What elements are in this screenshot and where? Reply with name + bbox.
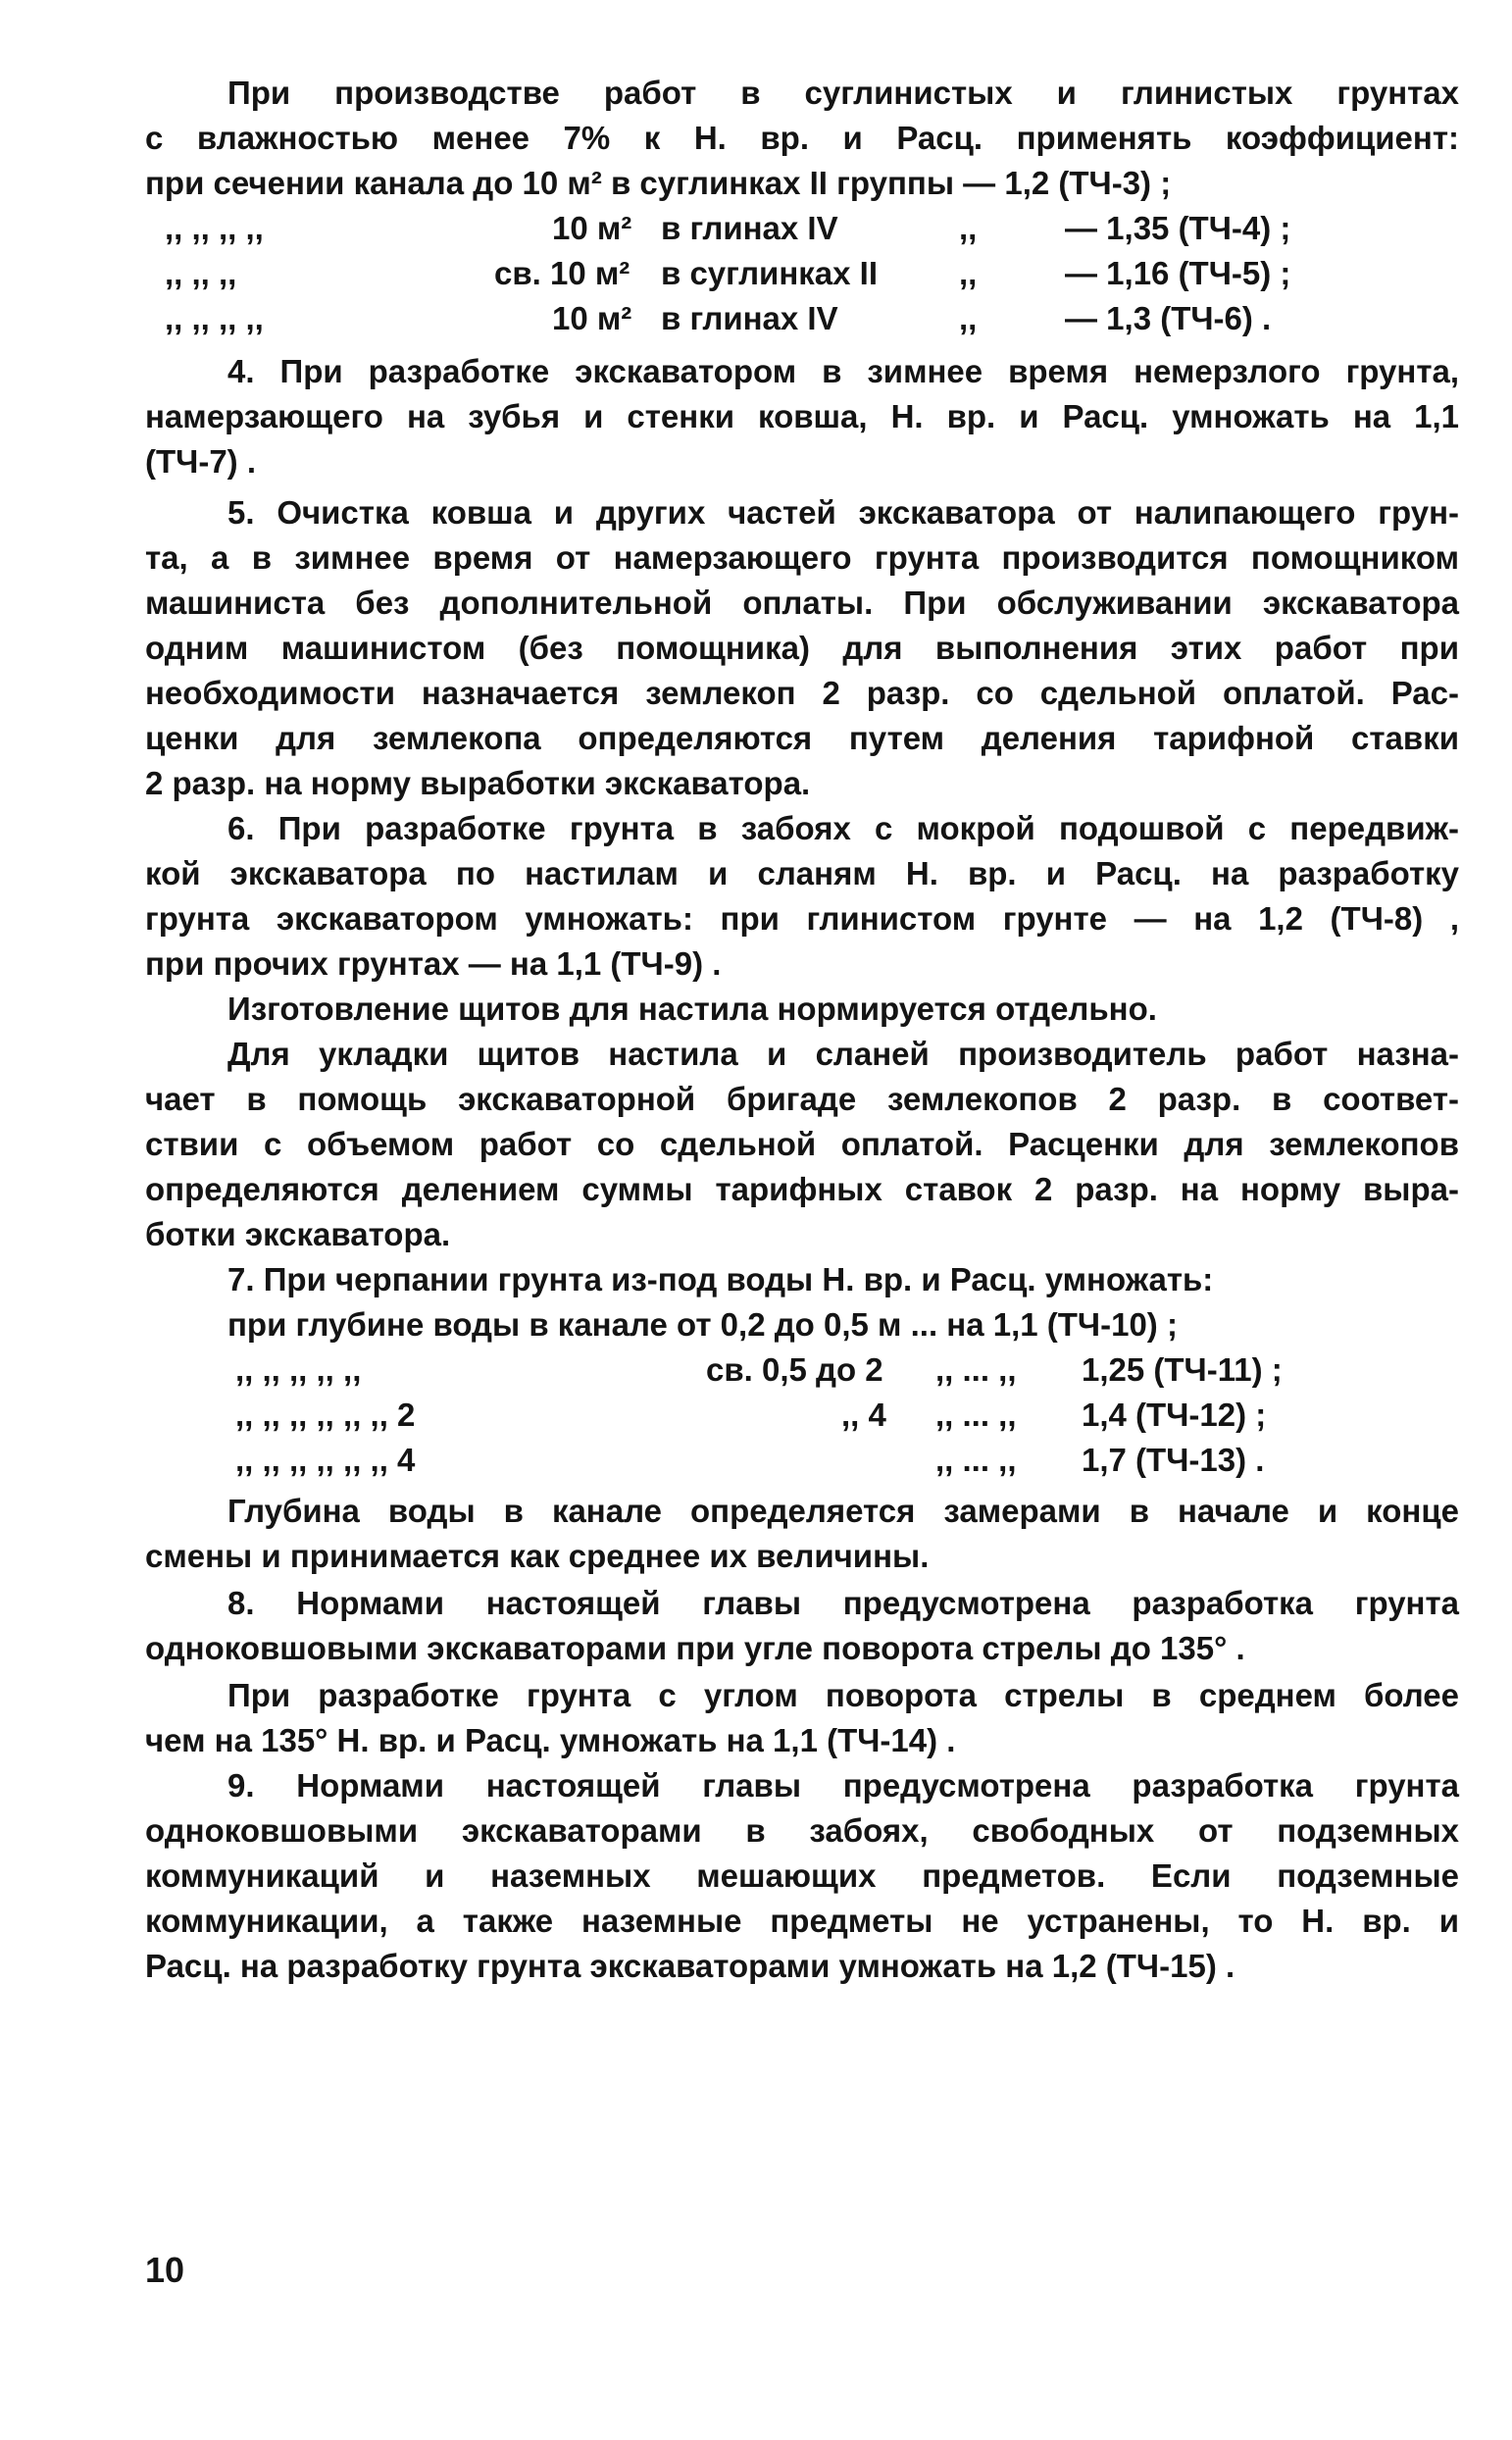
- ditto-marks: ,, ... ,,: [935, 1351, 1017, 1388]
- ditto-marks: ,, ,, ,, ,, ,, ,, 4: [235, 1442, 416, 1478]
- soil-type: в глинах IV: [661, 210, 838, 246]
- text-line: 9. Нормами настоящей главы предусмотрена разработка грунта: [227, 1767, 1459, 1804]
- text-line: 5. Очистка ковша и других частей экскаватора от налипающего грун-: [227, 494, 1459, 531]
- ditto-marks: ,,: [959, 255, 978, 291]
- text-line: коммуникаций и наземных мешающих предметов. Если подземные: [145, 1857, 1459, 1894]
- text-line: необходимости назначается землекоп 2 разр. со сдельной оплатой. Рас-: [145, 675, 1459, 711]
- text-line: с влажностью менее 7% к Н. вр. и Расц. применять коэффициент:: [145, 120, 1459, 156]
- coefficient-value: — 1,3 (ТЧ-6) .: [1065, 300, 1272, 336]
- text-line: кой экскаватора по настилам и сланям Н. вр. и Расц. на разработку: [145, 855, 1459, 891]
- text-line: ствии с объемом работ со сдельной оплатой. Расценки для землекопов: [145, 1126, 1459, 1162]
- coefficient-table-1: [145, 206, 1459, 343]
- text-line: Для укладки щитов настила и сланей производитель работ назна-: [227, 1036, 1459, 1072]
- text-line: ботки экскаватора.: [145, 1216, 451, 1252]
- depth-range: ,, 4: [841, 1397, 886, 1433]
- coefficient-value: — 1,16 (ТЧ-5) ;: [1065, 255, 1291, 291]
- coefficient-value: 1,4 (ТЧ-12) ;: [1082, 1397, 1267, 1433]
- section-size: св. 10 м²: [494, 255, 630, 291]
- text-line: Изготовление щитов для настила нормируется отдельно.: [227, 991, 1157, 1027]
- page-number: 10: [145, 2250, 185, 2290]
- ditto-marks: ,, ,, ,, ,,: [165, 210, 264, 246]
- text-line: чает в помощь экскаваторной бригаде землекопов 2 разр. в соответ-: [145, 1081, 1459, 1117]
- coefficient-value: 1,7 (ТЧ-13) .: [1082, 1442, 1265, 1478]
- text-line: чем на 135° Н. вр. и Расц. умножать на 1,1 (ТЧ-14) .: [145, 1722, 956, 1758]
- ditto-marks: ,, ... ,,: [935, 1397, 1017, 1433]
- text-line: 7. При черпании грунта из-под воды Н. вр. и Расц. умножать:: [227, 1261, 1214, 1297]
- paragraph-7: [145, 1257, 1459, 1347]
- paragraph-7-note: [145, 1489, 1459, 1579]
- ditto-marks: ,, ... ,,: [935, 1442, 1017, 1478]
- text-line: одним машинистом (без помощника) для выполнения этих работ при: [145, 630, 1459, 666]
- text-line: при сечении канала до 10 м² в суглинках II группы — 1,2 (ТЧ-3) ;: [145, 165, 1172, 201]
- text-line: ценки для землекопа определяются путем деления тарифной ставки: [145, 720, 1459, 756]
- text-line: Расц. на разработку грунта экскаваторами умножать на 1,2 (ТЧ-15) .: [145, 1948, 1235, 1984]
- section-size: 10 м²: [552, 210, 632, 246]
- soil-type: в суглинках II: [661, 255, 878, 291]
- paragraph-4: [145, 349, 1459, 484]
- coefficient-table-2: [145, 1347, 1459, 1485]
- text-line: (ТЧ-7) .: [145, 443, 257, 480]
- text-line: Глубина воды в канале определяется замерами в начале и конце: [227, 1493, 1459, 1529]
- ditto-marks: ,, ,, ,, ,, ,,: [235, 1351, 362, 1388]
- paragraph-5: [145, 490, 1459, 806]
- text-line: при глубине воды в канале от 0,2 до 0,5 м ... на 1,1 (ТЧ-10) ;: [227, 1306, 1178, 1343]
- paragraph-8: [145, 1581, 1459, 1671]
- text-line: одноковшовыми экскаваторами при угле поворота стрелы до 135° .: [145, 1630, 1245, 1666]
- text-line: та, а в зимнее время от намерзающего грунта производится помощником: [145, 539, 1459, 576]
- text-line: При производстве работ в суглинистых и глинистых грунтах: [227, 75, 1459, 111]
- ditto-marks: ,, ,, ,, ,,: [165, 300, 264, 336]
- text-line: намерзающего на зубья и стенки ковша, Н. вр. и Расц. умножать на 1,1: [145, 398, 1459, 434]
- text-line: машиниста без дополнительной оплаты. При обслуживании экскаватора: [145, 585, 1459, 621]
- text-line: при прочих грунтах — на 1,1 (ТЧ-9) .: [145, 945, 722, 982]
- coefficient-value: 1,25 (ТЧ-11) ;: [1082, 1351, 1283, 1388]
- section-size: 10 м²: [552, 300, 632, 336]
- coefficient-value: — 1,35 (ТЧ-4) ;: [1065, 210, 1291, 246]
- paragraph-8-continued: [145, 1673, 1459, 1763]
- ditto-marks: ,,: [959, 210, 978, 246]
- soil-type: в глинах IV: [661, 300, 838, 336]
- paragraph-9: [145, 1763, 1459, 1989]
- text-line: грунта экскаватором умножать: при глинистом грунте — на 1,2 (ТЧ-8) ,: [145, 900, 1459, 937]
- text-line: 8. Нормами настоящей главы предусмотрена разработка грунта: [227, 1585, 1459, 1621]
- paragraph-6-continued: [145, 1032, 1459, 1257]
- text-line: При разработке грунта с углом поворота стрелы в среднем более: [227, 1677, 1459, 1713]
- text-line: коммуникации, а также наземные предметы не устранены, то Н. вр. и: [145, 1903, 1459, 1939]
- text-line: 4. При разработке экскаватором в зимнее время немерзлого грунта,: [227, 353, 1459, 389]
- text-line: одноковшовыми экскаваторами в забоях, свободных от подземных: [145, 1812, 1459, 1849]
- intro-paragraph: [145, 71, 1459, 206]
- text-line: 6. При разработке грунта в забоях с мокрой подошвой с передвиж-: [227, 810, 1459, 846]
- paragraph-6-note: [145, 987, 1459, 1032]
- ditto-marks: ,, ,, ,, ,, ,, ,, 2: [235, 1397, 416, 1433]
- depth-range: св. 0,5 до 2: [706, 1351, 883, 1388]
- text-line: смены и принимается как среднее их величины.: [145, 1538, 930, 1574]
- paragraph-6: [145, 806, 1459, 987]
- text-line: определяются делением суммы тарифных ставок 2 разр. на норму выра-: [145, 1171, 1459, 1207]
- text-line: 2 разр. на норму выработки экскаватора.: [145, 765, 811, 801]
- ditto-marks: ,, ,, ,,: [165, 255, 237, 291]
- ditto-marks: ,,: [959, 300, 978, 336]
